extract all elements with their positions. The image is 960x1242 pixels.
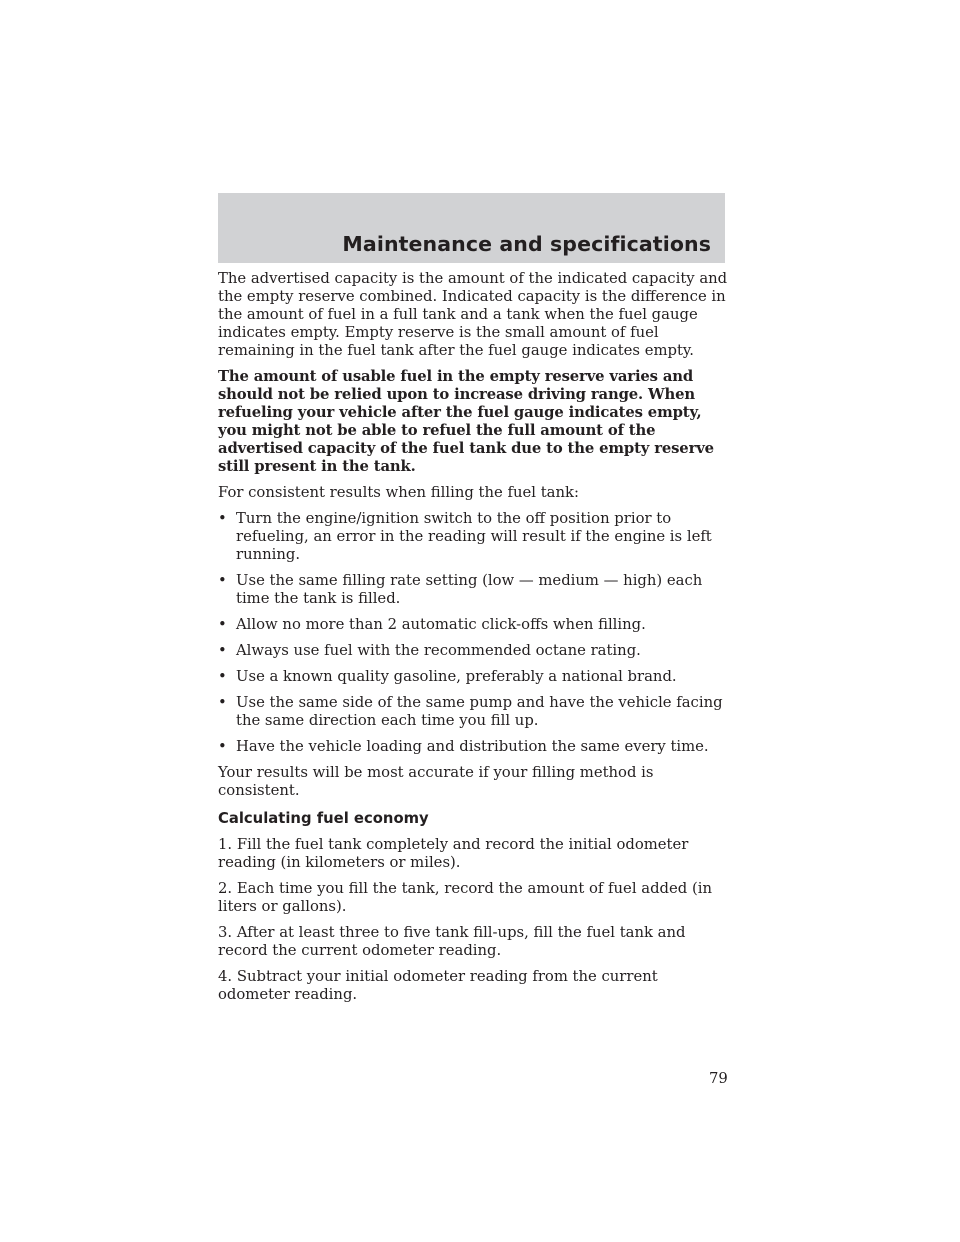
- step-4: 4. Subtract your initial odometer reading from the current odometer reading.: [218, 968, 658, 1003]
- list-item-text: Always use fuel with the recommended octane rating.: [236, 642, 641, 659]
- filling-tips-list: [218, 510, 728, 756]
- list-item-text: Use the same filling rate setting (low — medium — high) each time the tank is filled.: [236, 572, 703, 607]
- step-1: 1. Fill the fuel tank completely and record the initial odometer reading (in kilometers or miles).: [218, 836, 689, 871]
- list-item-text: Turn the engine/ignition switch to the off position prior to refueling, an error in the reading will result if the engine is left running.: [236, 510, 712, 563]
- page-body: [218, 270, 728, 1012]
- section-header-band: [218, 193, 725, 263]
- list-item: [218, 572, 728, 608]
- bullet-icon: •: [218, 668, 227, 685]
- list-item: [218, 642, 728, 660]
- list-item: [218, 668, 728, 686]
- consistent-results-intro: For consistent results when filling the fuel tank:: [218, 484, 579, 501]
- list-item-text: Allow no more than 2 automatic click-offs when filling.: [236, 616, 646, 633]
- bullet-icon: •: [218, 694, 227, 711]
- page-number: 79: [709, 1070, 728, 1087]
- step-2: 2. Each time you fill the tank, record the amount of fuel added (in liters or gallons).: [218, 880, 712, 915]
- intro-paragraph: The advertised capacity is the amount of the indicated capacity and the empty reserve combined. Indicated capacity is the difference in the amount of fuel in a full tank and a tank when the fuel gauge indicates empty. Empty reserve is the small amount of fuel remaining in the fuel tank after the fuel gauge indicates empty.: [218, 270, 728, 359]
- list-item: [218, 616, 728, 634]
- warning-paragraph: The amount of usable fuel in the empty reserve varies and should not be relied upon to increase driving range. When refueling your vehicle after the fuel gauge indicates empty, you might not be able to refuel the full amount of the advertised capacity of the fuel tank due to the empty reserve still present in the tank.: [218, 368, 714, 475]
- results-paragraph: Your results will be most accurate if your filling method is consistent.: [218, 764, 654, 799]
- section-title: Maintenance and specifications: [342, 232, 711, 256]
- calculating-fuel-economy-heading: Calculating fuel economy: [218, 810, 429, 827]
- bullet-icon: •: [218, 572, 227, 589]
- list-item-text: Use a known quality gasoline, preferably a national brand.: [236, 668, 677, 685]
- step-3: 3. After at least three to five tank fill-ups, fill the fuel tank and record the current odometer reading.: [218, 924, 686, 959]
- bullet-icon: •: [218, 642, 227, 659]
- list-item: [218, 738, 728, 756]
- list-item: [218, 510, 728, 564]
- list-item: [218, 694, 728, 730]
- bullet-icon: •: [218, 616, 227, 633]
- bullet-icon: •: [218, 738, 227, 755]
- list-item-text: Have the vehicle loading and distribution the same every time.: [236, 738, 709, 755]
- list-item-text: Use the same side of the same pump and have the vehicle facing the same direction each time you fill up.: [236, 694, 723, 729]
- bullet-icon: •: [218, 510, 227, 527]
